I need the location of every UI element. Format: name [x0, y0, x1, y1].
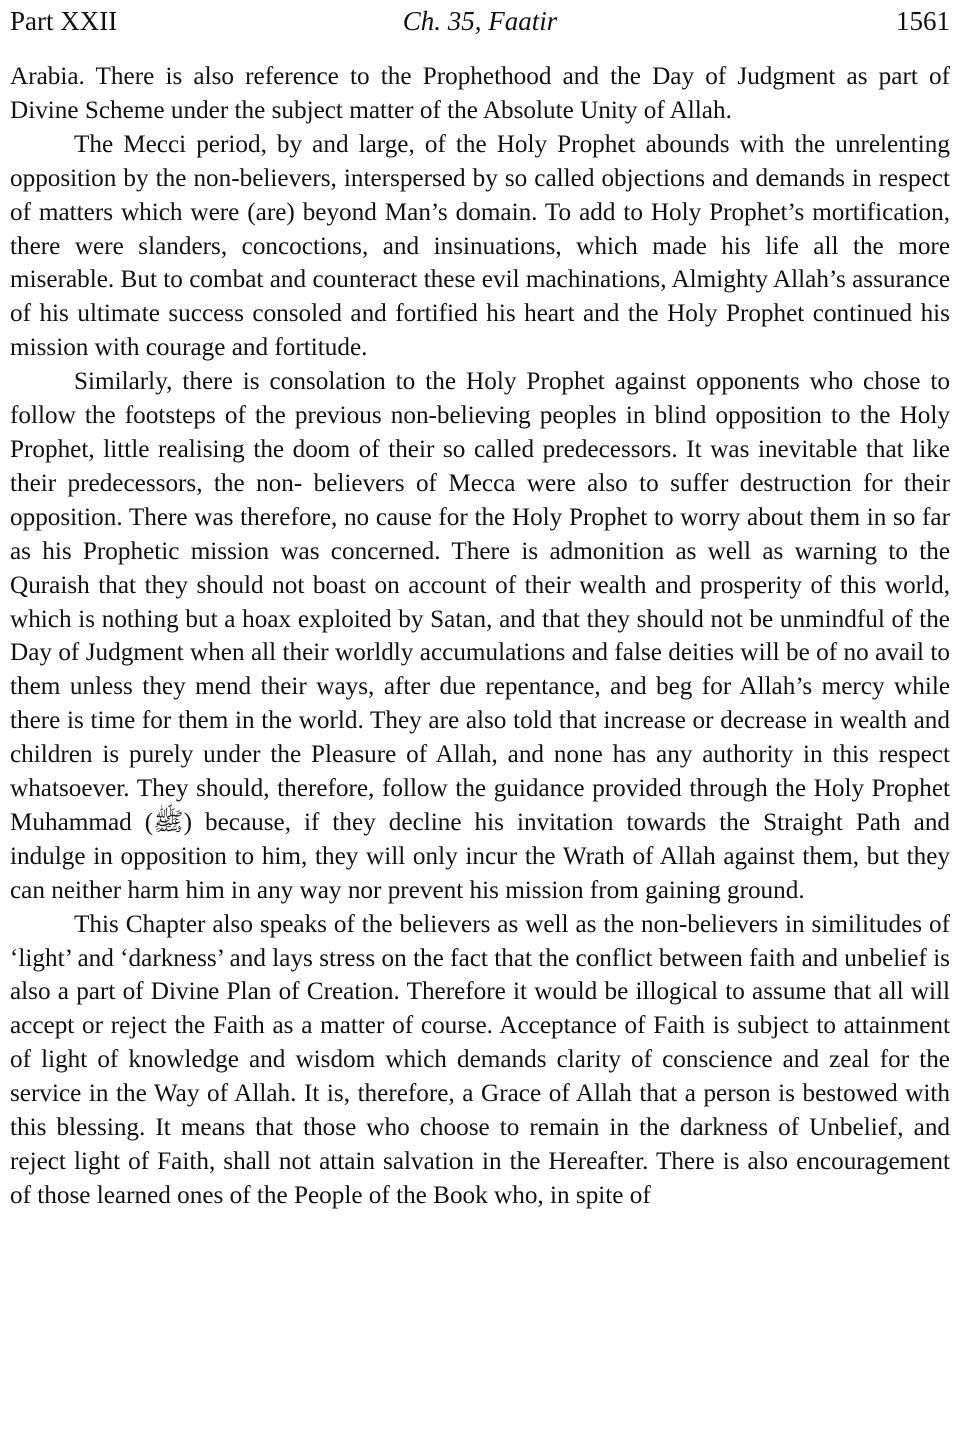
page-header — [10, 4, 950, 40]
paragraph-1: Arabia. There is also reference to the Prophethood and the Day of Judgment as part of Divine Scheme under the subject matter of the Absolute Unity of Allah. — [10, 63, 950, 124]
paragraph-3 — [10, 365, 950, 908]
paragraph-3-text: Similarly, there is consolation to the Holy Prophet against opponents who chose to follow the footsteps of the previous non-believing peoples in blind opposition to the Holy Prophet, little realising the doom of their so called predecessors. It was inevitable that like their predecessors, the non- believers of Mecca were also to suffer destruction for their opposition. There was therefore, no cause for the Holy Prophet to worry about them in so far as his Prophetic mission was concerned. There is admonition as well as warning to the Quraish that they should not boast on account of their wealth and prosperity of this world, which is nothing but a hoax exploited by Satan, and that they should not be unmindful of the Day of Judgment when all their worldly accumulations and false deities will be of no avail to them unless they mend their ways, after due repentance, and beg for Allah’s mercy while there is time for them in the world. They are also told that increase or decrease in wealth and children is purely under the Pleasure of Allah, and none has any authority in this respect whatsoever. They should, therefore, follow the guidance provided through the Holy Prophet — [10, 368, 950, 803]
page-body — [10, 60, 950, 1213]
page-number: 1561 — [896, 6, 950, 36]
paragraph-2: The Mecci period, by and large, of the Holy Prophet abounds with the unrelenting opposition by the non-believers, interspersed by so called objections and demands in respect of matters which were (are) beyond Man’s domain. To add to Holy Prophet’s mortification, there were slanders, concoctions, and insinuations, which made his life all the more miserable. But to combat and counteract these evil machinations, Almighty Allah’s assurance of his ultimate success consoled and fortified his heart and the Holy Prophet continued his mission with courage and fortitude. — [10, 130, 950, 362]
chapter-title: Ch. 35, Faatir — [402, 6, 558, 36]
paragraph-4: This Chapter also speaks of the believers as well as the non-believers in similitudes of ‘light’ and ‘darkness’ and lays stress on the fact that the conflict between faith and unbelief is also a part of Divine Plan of Creation. Therefore it would be illogical to assume that all will accept or reject the Faith as a matter of course. Acceptance of Faith is subject to attainment of light of knowledge and wisdom which demands clarity of conscience and zeal for the service in the Way of Allah. It is, therefore, a Grace of Allah that a person is bestowed with this blessing. It means that those who choose to remain in the darkness of Unbelief, and reject light of Faith, shall not attain salvation in the Hereafter. There is also encouragement of those learned ones of the People of the Book who, in spite of — [10, 910, 950, 1209]
part-label: Part XXII — [10, 6, 118, 36]
paragraph-3-continuation: (ﷺ) because, if they decline his invitation towards the Straight Path and indulge in opposition to him, they will only incur the Wrath of Allah against them, but they can neither harm him in any way nor prevent his mission from gaining ground. — [10, 808, 951, 904]
prophet-name: Muhammad — [10, 808, 132, 836]
